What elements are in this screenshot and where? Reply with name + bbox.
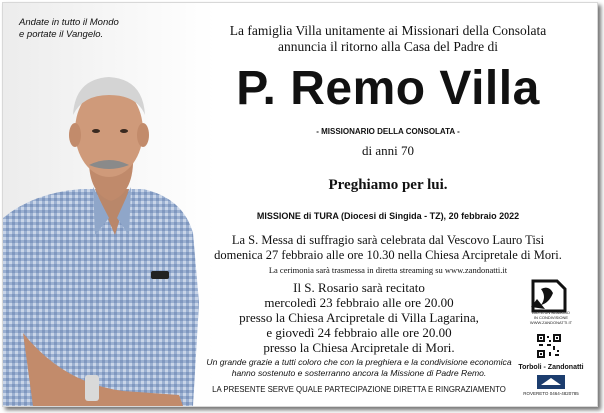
deceased-age: di anni 70: [362, 143, 414, 158]
motto-line-1: Andate in tutto il Mondo: [19, 17, 119, 28]
mass-line-2: domenica 27 febbraio alle ore 10.30 nella Chiesa Arcipretale di Mori.: [214, 248, 562, 262]
thanks-line-1: Un grande grazie a tutti coloro che con la preghiera e la condivisione economica: [206, 357, 512, 367]
mass-line-1: La S. Messa di suffragio sarà celebrata dal Vescovo Lauro Tisi: [231, 233, 545, 247]
funeral-company-logo-icon: [537, 375, 565, 389]
rosary-line-3: presso la Chiesa Arcipretale di Villa Lagarina,: [239, 310, 479, 325]
deceased-name: P. Remo Villa: [236, 62, 540, 115]
motto: [19, 17, 159, 41]
obituary-card: [2, 2, 598, 407]
deceased-role: - MISSIONARIO DELLA CONSOLATA -: [316, 127, 460, 136]
announcement-line-1: La famiglia Villa unitamente ai Missionari della Consolata: [229, 23, 547, 38]
qr-code-icon: [537, 334, 561, 358]
announcement-line-2: annuncia il ritorno alla Casa del Padre di: [277, 39, 499, 54]
death-place-date: MISSIONE di TURA (Diocesi di Singida - TZ), 20 febbraio 2022: [256, 211, 520, 221]
rosary-line-1: Il S. Rosario sarà recitato: [293, 280, 425, 295]
streaming-note: La cerimonia sarà trasmessa in diretta streaming su www.zandonatti.it: [268, 265, 508, 275]
logo-caption-line-2: IN CONDIVISIONE: [533, 315, 569, 320]
rosary-line-4: e giovedì 24 febbraio alle ore 20.00: [266, 325, 452, 340]
mass-info: [193, 233, 583, 263]
rosary-line-2: mercoledì 23 febbraio alle ore 20.00: [264, 295, 454, 310]
announcement: [193, 23, 583, 55]
rosary-line-5: presso la Chiesa Arcipretale di Mori.: [263, 340, 455, 355]
thanks-line-2: hanno sostenuto e sosterranno ancora la Missione di Padre Remo.: [231, 368, 487, 378]
motto-line-2: e portate il Vangelo.: [19, 29, 104, 40]
logo-caption-line-3: WWW.ZANDONATTI.IT: [529, 320, 573, 325]
logo-caption: [523, 310, 579, 325]
portrait-photo: [3, 3, 215, 406]
footer-note: LA PRESENTE SERVE QUALE PARTECIPAZIONE DIRETTA E RINGRAZIAMENTO: [212, 385, 506, 394]
prayer-line: Preghiamo per lui.: [328, 177, 448, 193]
rosary-info: [203, 280, 515, 355]
logo-caption-line-1: AIUTA UN BAMBINO: [532, 310, 570, 315]
funeral-company-name: Torboli - Zandonatti: [518, 364, 584, 371]
funeral-company-phone: ROVERETO 0464-4820785: [523, 391, 579, 396]
thanks-note: [201, 357, 517, 379]
